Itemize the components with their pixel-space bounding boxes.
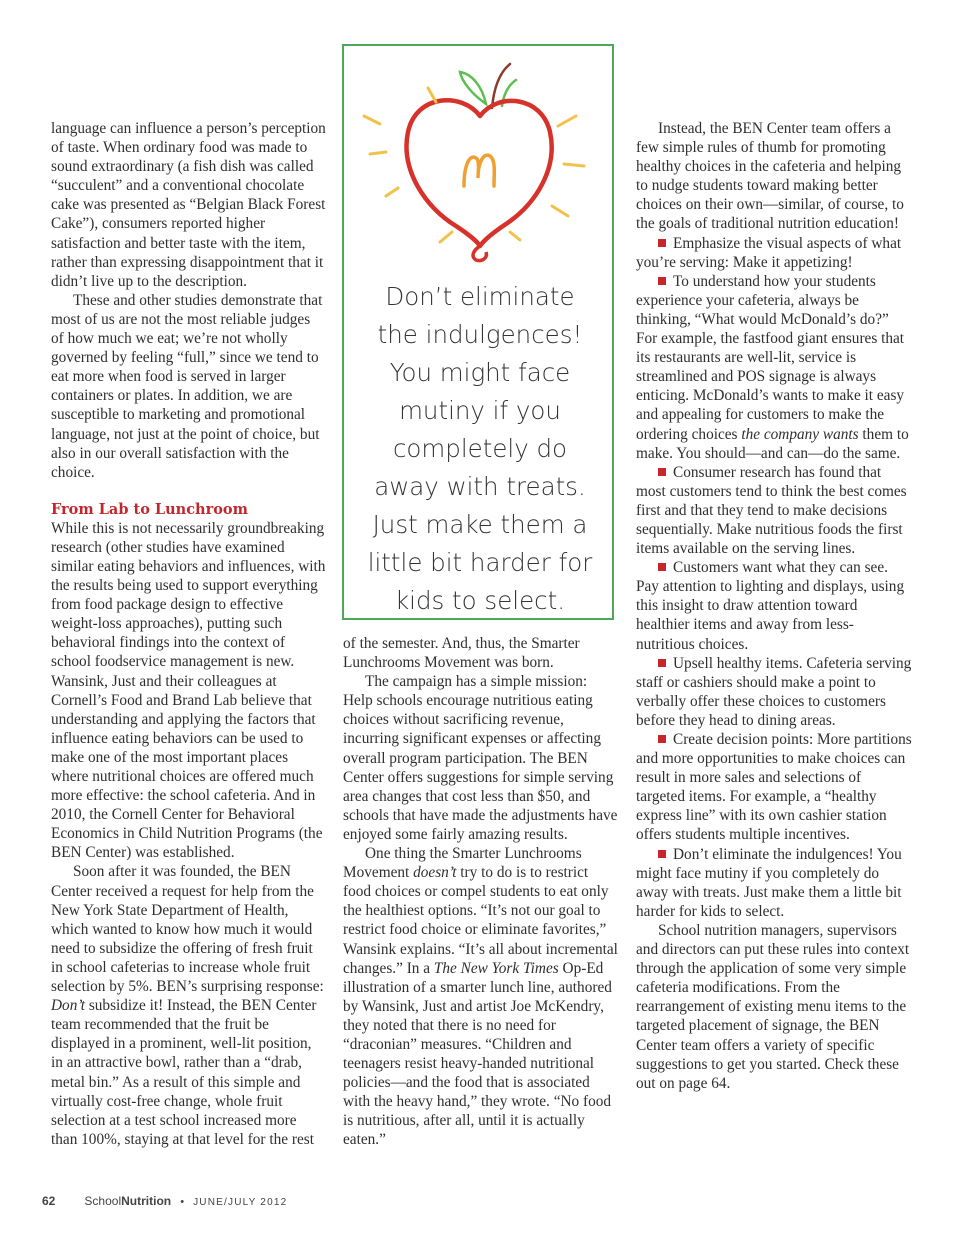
paragraph: School nutrition managers, supervisors and directors can put these rules into context through the application of some very simple cafeteria modifications. From the rearrangement of existing menu items to the targeted placement of signage, the BEN Center team offers a variety of specific suggestions to get you started. Check these out on page 64. [636,921,910,1092]
square-bullet-icon [658,563,666,571]
bullet-item [636,845,912,921]
text-run: Op-Ed illustration of a smarter lunch line, authored by Wansink, Just and artist Joe McKendry, they noted that there is no need for “draconian” measures. “Children and teenagers resist heavy-handed nutritional policies—and the food that is associated with the heavy hand,” they wrote. “No food is nutritious, after all, until it is actually eaten.” [343,959,612,1149]
paragraph: The campaign has a simple mission: Help schools encourage nutritious eating choices without sacrificing revenue, incurring significant expenses or affecting overall program participation. The BEN Center offers suggestions for simple serving area changes that cost less than $50, and schools that have made the adjustments have enjoyed some fairly amazing results. [343,673,618,843]
bullet-item [636,234,912,272]
emphasis-text: doesn’t [413,864,457,882]
paragraph: Instead, the BEN Center team offers a few simple rules of thumb for promoting healthy choices in the cafeteria and helping to nudge students toward making better choices on their own—similar, of course, to the goals of traditional nutrition education! [636,120,904,233]
left-column [51,119,326,1149]
text-run: try to do is to restrict food choices or compel students to eat only the healthiest options. “It’s not our goal to restrict food choice or eliminate favorites,” Wansink explains. “It’s all about incremental changes.” In a [343,864,618,977]
bullet-text: Emphasize the visual aspects of what you’re serving: Make it appetizing! [636,234,902,271]
square-bullet-icon [658,735,666,743]
section-subhead: From Lab to Lunchroom [51,500,248,518]
square-bullet-icon [658,850,666,858]
apple-heart-illustration [344,46,612,266]
bullet-item [636,654,912,730]
page-footer [42,1194,287,1212]
right-column [636,119,912,1093]
bullet-item [636,272,912,463]
magazine-name-part: School [84,1194,122,1208]
paragraph: of the semester. And, thus, the Smarter Lunchrooms Movement was born. [343,635,580,672]
paragraph [51,862,326,1148]
bullet-text: To understand how your students experience your cafeteria, always be thinking, “What would McDonald’s do?” For example, the fastfood giant ensures that its restaurants are well-lit, service is streamlined and POS signage is always enticing. McDonald’s wants to make it easy and appealing for customers to make the ordering choices [636,272,905,443]
middle-column [343,634,618,1150]
text-run: Soon after it was founded, the BEN Center received a request for help from the New York State Department of Health, which wanted to know how much it would need to subsidize the offering of fresh fruit in school cafeterias to increase whole fruit selection by 5%. BEN’s surprising response: [51,863,324,996]
square-bullet-icon [658,239,666,247]
page-number: 62 [42,1194,56,1208]
paragraph: While this is not necessarily groundbreaking research (other studies have examined similar eating behaviors and influences, with the results being used to support everything from food package design to effective weight-loss approaches), putting such behavioral findings into the context of school foodservice management is new. Wansink, Just and their colleagues at Cornell’s Food and Brand Lab believe that understanding and applying the factors that influence eating behaviors can be used to make one of the most important places where nutritional choices are offered much more effective: the school cafeteria. And in 2010, the Cornell Center for Behavioral Economics in Child Nutrition Programs (the BEN Center) was established. [51,519,326,862]
paragraph: These and other studies demonstrate that most of us are not the most reliable judges of how much we eat; we’re not wholly governed by feeling “full,” since we tend to eat more when food is served in larger containers or plates. In addition, we are susceptible to marketing and promotional language, not just at the point of choice, but also in our overall satisfaction with the choice. [51,291,323,481]
bullet-item [636,730,912,845]
square-bullet-icon [658,659,666,667]
bullet-text: Consumer research has found that most customers tend to think the best comes first and that they tend to make decisions sequentially. Make nutritious foods the first items available on the serving lines. [636,463,907,558]
pull-quote-box [342,44,614,620]
square-bullet-icon [658,277,666,285]
emphasis-text: the company wants [741,425,859,443]
bullet-item [636,463,912,558]
issue-date: JUNE/JULY 2012 [193,1197,288,1208]
paragraph: language can influence a person’s perception of taste. When ordinary food was made to sound extraordinary (a fish dish was called “succulent” and a conventional chocolate cake was presented as “Belgian Black Forest Cake”), consumers reported higher satisfaction and better taste with the item, rather than expressing disappointment that it didn’t live up to the description. [51,120,326,290]
bullet-text: Upsell healthy items. Cafeteria serving staff or cashiers should make a point to verbally offer these choices to customers before they head to dining areas. [636,654,912,729]
magazine-name-part: Nutrition [121,1194,172,1208]
emphasis-text: The New York Times [433,959,559,977]
text-run: subsidize it! Instead, the BEN Center team recommended that the fruit be displayed in a prominent, well-lit position, in an attractive bowl, rather than a “drab, metal bin.” As a result of this simple and virtually cost-free change, whole fruit selection at a test school increased more than 100%, staying at that level for the rest [51,997,317,1148]
bullet-text: Create decision points: More partitions and more opportunities to make choices can result in more sales and selections of targeted items. For example, a “healthy express line” with its own cashier station offers students multiple incentives. [636,731,912,844]
paragraph [343,844,618,1150]
bullet-text: them to make. You should—and can—do the same. [636,425,909,462]
emphasis-text: Don’t [51,997,85,1015]
pull-quote: Don’t eliminate the indulgences! You might face mutiny if you completely do away with treats. Just make them a little bit harder for kids to select. [367,282,593,615]
bullet-text: Customers want what they can see. Pay attention to lighting and displays, using this insight to draw attention toward healthier items and away from less-nutritious choices. [636,559,905,653]
bullet-text: Don’t eliminate the indulgences! You might face mutiny if you completely do away with treats. Just make them a little bit harder for kids to select. [636,845,902,920]
bullet-item [636,558,912,653]
text-run: One thing the Smarter Lunchrooms Movement [343,845,582,882]
separator: • [180,1196,185,1208]
square-bullet-icon [658,468,666,476]
